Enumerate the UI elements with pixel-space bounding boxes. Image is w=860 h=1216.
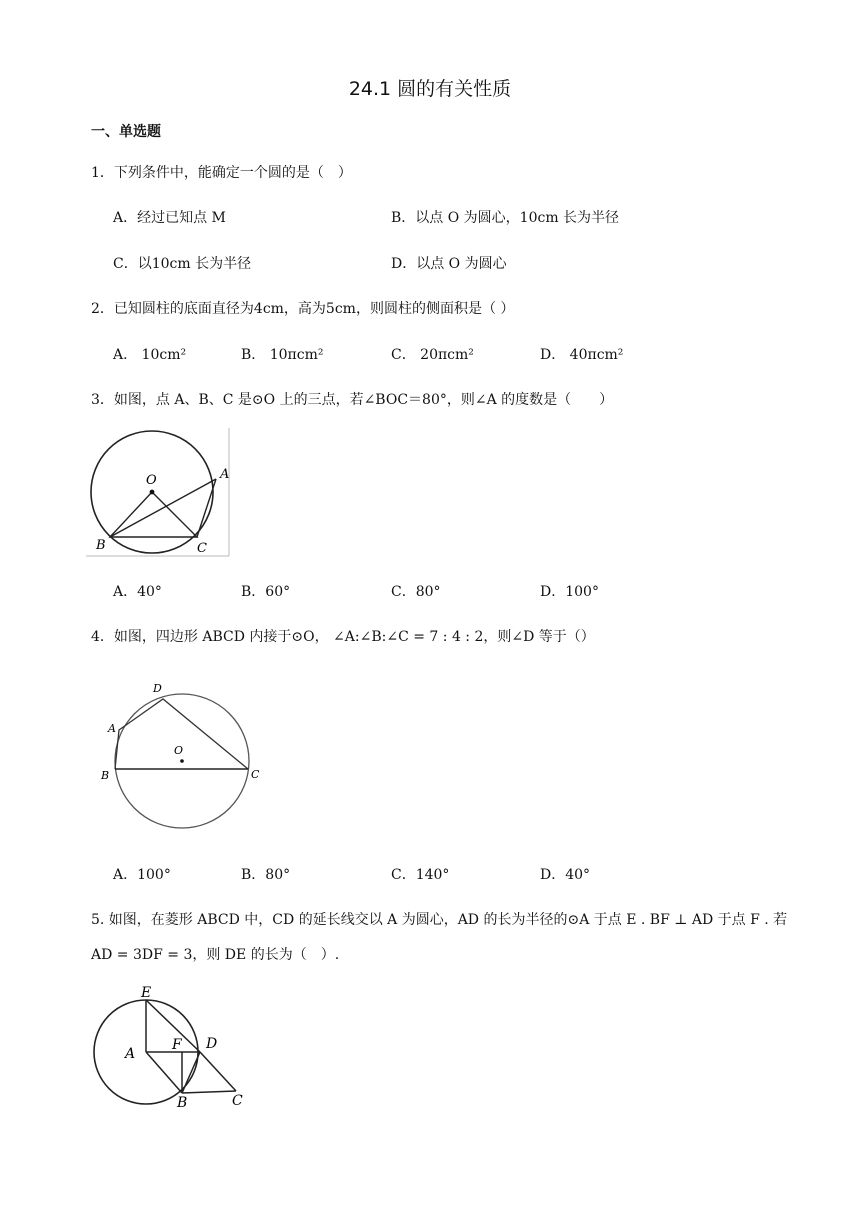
question-2-option-d: D． 40πcm² [540,347,624,363]
q5-label-c: C [232,1093,243,1109]
question-2-option-a: A． 10cm² [113,347,187,363]
q3-label-b: B [96,538,106,553]
page-title: 24.1 圆的有关性质 [348,78,512,100]
q5-label-a: A [125,1046,136,1062]
q4-label-a: A [108,722,116,735]
question-1-option-a: A．经过已知点 M [113,210,226,226]
question-3-option-c: C．80° [391,584,441,600]
q3-label-a: A [220,467,230,482]
question-3-option-a: A．40° [113,584,162,600]
question-1-option-b: B．以点 O 为圆心，10cm 长为半径 [391,210,620,226]
question-3-option-d: D．100° [540,584,599,600]
q5-label-d: D [206,1036,218,1052]
question-2-option-c: C． 20πcm² [391,347,474,363]
question-3-option-b: B．60° [241,584,291,600]
q3-label-o: O [146,473,157,488]
question-4-option-c: C．140° [391,867,450,883]
question-5-stem-line-2: AD = 3DF = 3，则 DE 的长为（ ）. [91,947,340,963]
q4-label-b: B [101,769,110,782]
q4-label-o: O [174,744,184,757]
q5-label-e: E [141,985,152,1001]
question-4-option-d: D．40° [540,867,591,883]
q5-label-b: B [177,1095,188,1109]
question-5-figure [88,984,258,1109]
q4-label-c: C [251,768,260,781]
question-3-stem: 3．如图，点 A、B、C 是⊙O 上的三点，若∠BOC＝80°，则∠A 的度数是（ ） [91,392,614,408]
q3-label-c: C [197,541,207,556]
question-2-stem: 2．已知圆柱的底面直径为4cm，高为5cm，则圆柱的侧面积是（ ） [91,301,515,317]
q4-label-d: D [153,682,162,695]
q5-label-f: F [172,1037,182,1053]
question-2-option-b: B． 10πcm² [241,347,324,363]
question-4-stem: 4．如图，四边形 ABCD 内接于⊙O， ∠A:∠B:∠C = 7 : 4 : 2，则∠D 等于（） [91,629,595,645]
question-3-figure [86,427,236,562]
question-4-option-b: B．80° [241,867,291,883]
question-4-figure [95,676,275,836]
question-1-option-d: D．以点 O 为圆心 [391,256,507,272]
section-heading: 一、单选题 [91,124,161,140]
question-1-stem: 1．下列条件中，能确定一个圆的是（ ） [91,165,352,181]
question-5-stem-line-1: 5. 如图，在菱形 ABCD 中，CD 的延长线交以 A 为圆心，AD 的长为半径的⊙A 于点 E . BF ⊥ AD 于点 F . 若 [91,912,788,928]
question-1-option-c: C．以10cm 长为半径 [113,256,252,272]
question-4-option-a: A．100° [113,867,171,883]
